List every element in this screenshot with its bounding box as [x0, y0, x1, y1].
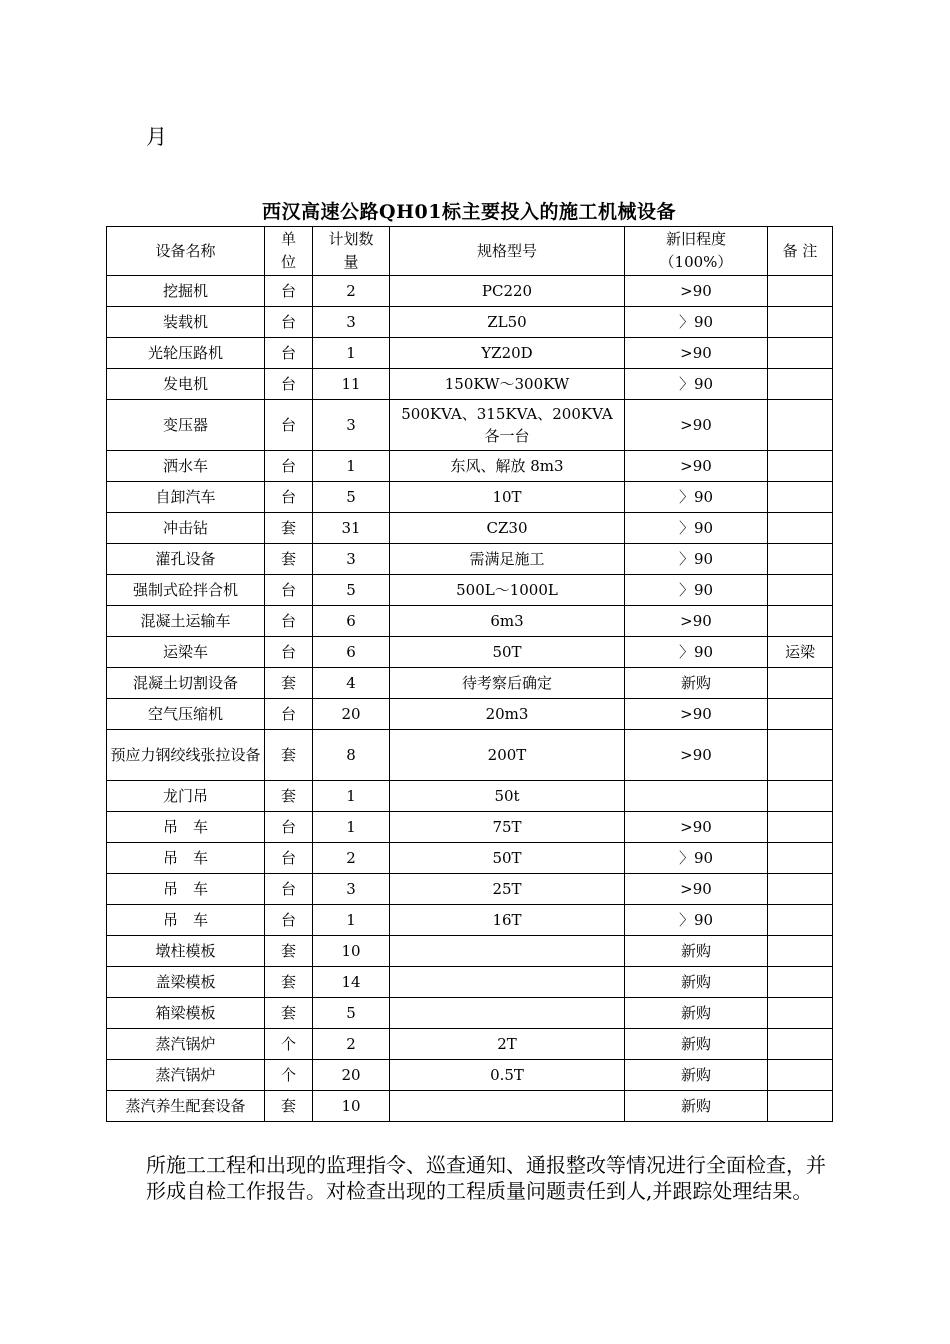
cell-condition: 新购 — [625, 668, 768, 699]
table-row — [107, 338, 833, 369]
cell-condition: 新购 — [625, 998, 768, 1029]
cell-equipment-name: 灌孔设备 — [107, 544, 265, 575]
cell-unit: 套 — [265, 936, 313, 967]
cell-unit: 台 — [265, 606, 313, 637]
cell-remark — [768, 668, 833, 699]
cell-equipment-name: 自卸汽车 — [107, 482, 265, 513]
table-row — [107, 307, 833, 338]
cell-equipment-name: 空气压缩机 — [107, 699, 265, 730]
table-row — [107, 369, 833, 400]
cell-equipment-name: 变压器 — [107, 400, 265, 451]
cell-unit: 个 — [265, 1060, 313, 1091]
cell-planned-quantity: 10 — [313, 936, 390, 967]
cell-condition: 〉90 — [625, 307, 768, 338]
cell-unit: 台 — [265, 905, 313, 936]
cell-planned-quantity: 2 — [313, 843, 390, 874]
cell-specification — [390, 1091, 625, 1122]
page-top-text: 月 — [146, 125, 167, 149]
cell-unit: 台 — [265, 637, 313, 668]
cell-equipment-name: 预应力钢绞线张拉设备 — [107, 730, 265, 781]
header-equipment-name: 设备名称 — [107, 227, 265, 276]
cell-planned-quantity: 14 — [313, 967, 390, 998]
cell-planned-quantity: 1 — [313, 781, 390, 812]
cell-equipment-name: 吊 车 — [107, 812, 265, 843]
cell-remark — [768, 606, 833, 637]
cell-unit: 台 — [265, 369, 313, 400]
cell-equipment-name: 蒸汽锅炉 — [107, 1029, 265, 1060]
cell-specification: 0.5T — [390, 1060, 625, 1091]
cell-remark — [768, 905, 833, 936]
body-paragraph: 所施工工程和出现的监理指令、巡查通知、通报整改等情况进行全面检查，并形成自检工作报告。对检查出现的工程质量问题责任到人,并跟踪处理结果。 — [146, 1153, 826, 1203]
cell-condition — [625, 781, 768, 812]
cell-planned-quantity: 4 — [313, 668, 390, 699]
cell-remark — [768, 1060, 833, 1091]
cell-condition: 新购 — [625, 1060, 768, 1091]
header-remark: 备 注 — [768, 227, 833, 276]
cell-planned-quantity: 31 — [313, 513, 390, 544]
cell-planned-quantity: 3 — [313, 544, 390, 575]
table-row — [107, 606, 833, 637]
table-row — [107, 482, 833, 513]
cell-specification: 待考察后确定 — [390, 668, 625, 699]
cell-unit: 个 — [265, 1029, 313, 1060]
table-row — [107, 998, 833, 1029]
cell-equipment-name: 吊 车 — [107, 905, 265, 936]
cell-condition: >90 — [625, 338, 768, 369]
cell-unit: 套 — [265, 730, 313, 781]
cell-planned-quantity: 3 — [313, 874, 390, 905]
cell-remark — [768, 338, 833, 369]
table-row — [107, 668, 833, 699]
cell-unit: 套 — [265, 998, 313, 1029]
cell-condition: >90 — [625, 606, 768, 637]
table-row — [107, 730, 833, 781]
cell-specification: 200T — [390, 730, 625, 781]
cell-planned-quantity: 2 — [313, 1029, 390, 1060]
header-specification: 规格型号 — [390, 227, 625, 276]
table-body — [107, 276, 833, 1122]
table-row — [107, 781, 833, 812]
table-row — [107, 544, 833, 575]
cell-remark — [768, 874, 833, 905]
cell-planned-quantity: 11 — [313, 369, 390, 400]
cell-specification: 150KW～300KW — [390, 369, 625, 400]
cell-equipment-name: 龙门吊 — [107, 781, 265, 812]
cell-specification: 20m3 — [390, 699, 625, 730]
cell-planned-quantity: 1 — [313, 812, 390, 843]
cell-specification: 50T — [390, 637, 625, 668]
cell-specification: 500KVA、315KVA、200KVA 各一台 — [390, 400, 625, 451]
cell-specification: 50t — [390, 781, 625, 812]
cell-remark — [768, 1029, 833, 1060]
cell-condition: >90 — [625, 400, 768, 451]
cell-unit: 套 — [265, 668, 313, 699]
cell-equipment-name: 挖掘机 — [107, 276, 265, 307]
cell-equipment-name: 蒸汽锅炉 — [107, 1060, 265, 1091]
table-row — [107, 843, 833, 874]
cell-specification — [390, 936, 625, 967]
cell-condition: 新购 — [625, 936, 768, 967]
cell-condition: >90 — [625, 699, 768, 730]
cell-remark — [768, 544, 833, 575]
header-condition: 新旧程度 （100%） — [625, 227, 768, 276]
cell-remark: 运梁 — [768, 637, 833, 668]
cell-planned-quantity: 5 — [313, 482, 390, 513]
cell-condition: >90 — [625, 812, 768, 843]
cell-specification — [390, 998, 625, 1029]
cell-remark — [768, 482, 833, 513]
cell-equipment-name: 吊 车 — [107, 874, 265, 905]
cell-unit: 台 — [265, 400, 313, 451]
cell-specification: ZL50 — [390, 307, 625, 338]
cell-unit: 台 — [265, 699, 313, 730]
cell-unit: 台 — [265, 874, 313, 905]
cell-equipment-name: 混凝土切割设备 — [107, 668, 265, 699]
cell-remark — [768, 1091, 833, 1122]
cell-planned-quantity: 5 — [313, 575, 390, 606]
cell-unit: 台 — [265, 482, 313, 513]
cell-unit: 套 — [265, 781, 313, 812]
cell-unit: 台 — [265, 812, 313, 843]
cell-equipment-name: 箱梁模板 — [107, 998, 265, 1029]
cell-planned-quantity: 1 — [313, 905, 390, 936]
table-row — [107, 812, 833, 843]
cell-specification: 75T — [390, 812, 625, 843]
cell-condition: >90 — [625, 451, 768, 482]
cell-condition: 〉90 — [625, 513, 768, 544]
cell-planned-quantity: 10 — [313, 1091, 390, 1122]
cell-condition: 〉90 — [625, 575, 768, 606]
cell-equipment-name: 盖梁模板 — [107, 967, 265, 998]
cell-unit: 套 — [265, 513, 313, 544]
cell-specification: 需满足施工 — [390, 544, 625, 575]
header-unit: 单 位 — [265, 227, 313, 276]
cell-specification: 6m3 — [390, 606, 625, 637]
cell-equipment-name: 光轮压路机 — [107, 338, 265, 369]
cell-planned-quantity: 6 — [313, 606, 390, 637]
cell-condition: 〉90 — [625, 544, 768, 575]
cell-specification: 东风、解放 8m3 — [390, 451, 625, 482]
cell-planned-quantity: 8 — [313, 730, 390, 781]
table-row — [107, 905, 833, 936]
table-row — [107, 967, 833, 998]
cell-equipment-name: 冲击钻 — [107, 513, 265, 544]
cell-planned-quantity: 3 — [313, 307, 390, 338]
cell-condition: >90 — [625, 730, 768, 781]
table-row — [107, 699, 833, 730]
cell-condition: 〉90 — [625, 369, 768, 400]
cell-specification: 10T — [390, 482, 625, 513]
cell-equipment-name: 吊 车 — [107, 843, 265, 874]
cell-remark — [768, 369, 833, 400]
cell-remark — [768, 730, 833, 781]
table-row — [107, 874, 833, 905]
table-row — [107, 513, 833, 544]
cell-equipment-name: 墩柱模板 — [107, 936, 265, 967]
cell-remark — [768, 276, 833, 307]
cell-equipment-name: 混凝土运输车 — [107, 606, 265, 637]
cell-unit: 台 — [265, 843, 313, 874]
cell-condition: 新购 — [625, 1091, 768, 1122]
cell-specification: 50T — [390, 843, 625, 874]
cell-unit: 台 — [265, 307, 313, 338]
cell-condition: 〉90 — [625, 482, 768, 513]
table-row — [107, 400, 833, 451]
cell-condition: 〉90 — [625, 637, 768, 668]
table-row — [107, 936, 833, 967]
cell-equipment-name: 强制式砼拌合机 — [107, 575, 265, 606]
cell-specification: 16T — [390, 905, 625, 936]
cell-remark — [768, 400, 833, 451]
cell-planned-quantity: 1 — [313, 451, 390, 482]
table-row — [107, 1091, 833, 1122]
table-row — [107, 1029, 833, 1060]
cell-planned-quantity: 2 — [313, 276, 390, 307]
cell-specification: 25T — [390, 874, 625, 905]
table-row — [107, 1060, 833, 1091]
cell-specification: 2T — [390, 1029, 625, 1060]
cell-unit: 套 — [265, 967, 313, 998]
cell-condition: 新购 — [625, 967, 768, 998]
cell-remark — [768, 936, 833, 967]
cell-unit: 台 — [265, 338, 313, 369]
cell-planned-quantity: 5 — [313, 998, 390, 1029]
equipment-table — [106, 226, 833, 1122]
cell-specification: CZ30 — [390, 513, 625, 544]
cell-remark — [768, 513, 833, 544]
table-header-row — [107, 227, 833, 276]
cell-equipment-name: 洒水车 — [107, 451, 265, 482]
cell-remark — [768, 575, 833, 606]
table-row — [107, 276, 833, 307]
cell-remark — [768, 843, 833, 874]
cell-condition: 〉90 — [625, 843, 768, 874]
cell-equipment-name: 运梁车 — [107, 637, 265, 668]
cell-planned-quantity: 1 — [313, 338, 390, 369]
cell-remark — [768, 998, 833, 1029]
cell-unit: 套 — [265, 1091, 313, 1122]
cell-condition: 〉90 — [625, 905, 768, 936]
cell-remark — [768, 967, 833, 998]
cell-remark — [768, 699, 833, 730]
table-row — [107, 451, 833, 482]
cell-planned-quantity: 20 — [313, 699, 390, 730]
cell-remark — [768, 307, 833, 338]
cell-equipment-name: 发电机 — [107, 369, 265, 400]
table-row — [107, 575, 833, 606]
header-planned-quantity: 计划数 量 — [313, 227, 390, 276]
table-title: 西汉高速公路QH01标主要投入的施工机械设备 — [262, 201, 676, 223]
cell-specification — [390, 967, 625, 998]
cell-condition: >90 — [625, 276, 768, 307]
cell-planned-quantity: 20 — [313, 1060, 390, 1091]
cell-specification: YZ20D — [390, 338, 625, 369]
cell-unit: 台 — [265, 575, 313, 606]
cell-unit: 套 — [265, 544, 313, 575]
cell-equipment-name: 蒸汽养生配套设备 — [107, 1091, 265, 1122]
cell-remark — [768, 781, 833, 812]
cell-remark — [768, 812, 833, 843]
cell-specification: PC220 — [390, 276, 625, 307]
cell-equipment-name: 装载机 — [107, 307, 265, 338]
cell-unit: 台 — [265, 451, 313, 482]
cell-condition: >90 — [625, 874, 768, 905]
cell-unit: 台 — [265, 276, 313, 307]
cell-remark — [768, 451, 833, 482]
table-row — [107, 637, 833, 668]
cell-planned-quantity: 6 — [313, 637, 390, 668]
cell-condition: 新购 — [625, 1029, 768, 1060]
cell-specification: 500L～1000L — [390, 575, 625, 606]
cell-planned-quantity: 3 — [313, 400, 390, 451]
